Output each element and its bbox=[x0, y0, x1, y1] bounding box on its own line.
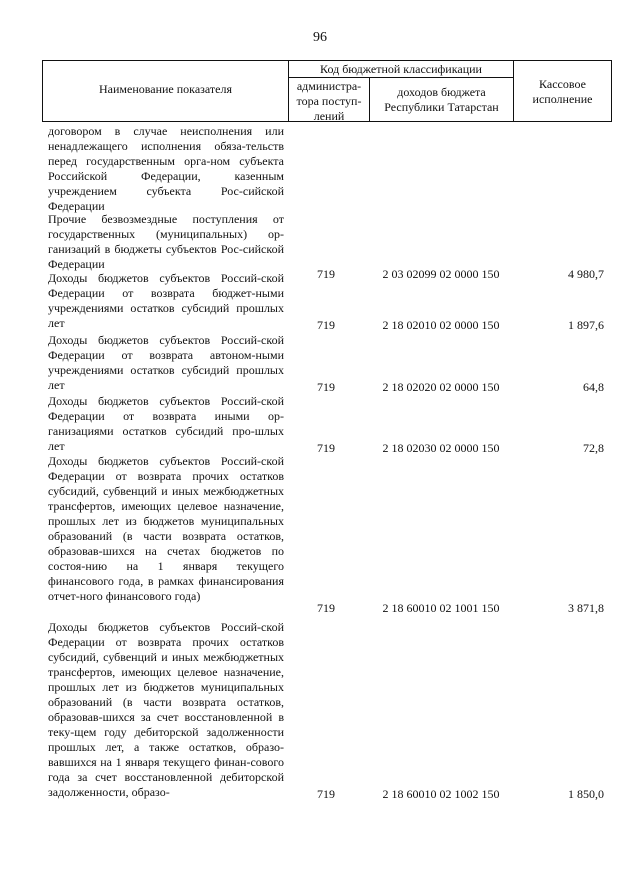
cash-amount: 1 897,6 bbox=[568, 318, 604, 332]
page-number: 96 bbox=[313, 30, 327, 45]
revenue-code: 2 03 02099 02 0000 150 bbox=[382, 267, 500, 281]
administrator-code: 719 bbox=[317, 441, 335, 455]
indicator-name: Доходы бюджетов субъектов Россий-ской Федерации от возврата прочих остатков субсидий, субвенций и иных межбюджетных трансфертов, имеющих целевое назначение, прошлых лет из бюджетов муниципальных образований (в части возврата остатков, образовав-шихся за счет восстановленной в теку-щем году дебиторской задолженности прошлых лет, а также остатков, образо-вавшихся на 1 января текущего финан-сового года за счет восстановленной дебиторской задолженности, образо- bbox=[48, 620, 284, 799]
cash-amount: 72,8 bbox=[583, 441, 604, 455]
header-top-border bbox=[42, 60, 612, 61]
revenue-code: 2 18 02030 02 0000 150 bbox=[382, 441, 500, 455]
revenue-code: 2 18 60010 02 1001 150 bbox=[382, 601, 500, 615]
header-cash-execution: Кассовое исполнение bbox=[532, 77, 593, 106]
indicator-name: Доходы бюджетов субъектов Россий-ской Федерации от возврата бюджет-ными учреждениями остатков субсидий прошлых лет bbox=[48, 271, 284, 330]
header-administrator: администра- тора поступ- лений bbox=[296, 79, 362, 123]
table-row bbox=[48, 271, 608, 331]
header-budget-code-group: Код бюджетной классификации bbox=[320, 62, 482, 76]
indicator-name: договором в случае неисполнения или ненадлежащего исполнения обяза-тельств перед государственным орга-ном субъекта Российской Федерации, казенным учреждением субъекта Рос-сийской Федерации bbox=[48, 124, 284, 213]
table-row bbox=[48, 394, 608, 454]
table-row bbox=[48, 124, 608, 213]
cash-amount: 1 850,0 bbox=[568, 787, 604, 801]
table-row bbox=[48, 333, 608, 393]
administrator-code: 719 bbox=[317, 601, 335, 615]
header-right-border bbox=[611, 60, 612, 122]
indicator-name: Прочие безвозмездные поступления от государственных (муниципальных) ор-ганизаций в бюджеты субъектов Рос-сийской Федерации bbox=[48, 212, 284, 271]
indicator-name: Доходы бюджетов субъектов Россий-ской Федерации от возврата автоном-ными учреждениями остатков субсидий прошлых лет bbox=[48, 333, 284, 392]
revenue-code: 2 18 02020 02 0000 150 bbox=[382, 380, 500, 394]
indicator-name: Доходы бюджетов субъектов Россий-ской Федерации от возврата иными ор-ганизациями остатков субсидий про-шлых лет bbox=[48, 394, 284, 453]
cash-amount: 64,8 bbox=[583, 380, 604, 394]
cash-amount: 3 871,8 bbox=[568, 601, 604, 615]
revenue-code: 2 18 02010 02 0000 150 bbox=[382, 318, 500, 332]
administrator-code: 719 bbox=[317, 267, 335, 281]
administrator-code: 719 bbox=[317, 787, 335, 801]
header-revenue: доходов бюджета Республики Татарстан bbox=[384, 85, 499, 114]
table-row bbox=[48, 212, 608, 281]
administrator-code: 719 bbox=[317, 318, 335, 332]
revenue-code: 2 18 60010 02 1002 150 bbox=[382, 787, 500, 801]
header-indicator-name: Наименование показателя bbox=[99, 82, 232, 96]
administrator-code: 719 bbox=[317, 380, 335, 394]
table-row bbox=[48, 620, 608, 802]
indicator-name: Доходы бюджетов субъектов Россий-ской Федерации от возврата прочих остатков субсидий, субвенций и иных межбюджетных трансфертов, имеющих целевое назначение, прошлых лет из бюджетов муниципальных образований (в части возврата остатков, образовав-шихся на счетах бюджетов по состоя-нию на 1 января текущего финансового года, в рамках финансирования отчет-ного финансового года) bbox=[48, 454, 284, 603]
table-row bbox=[48, 454, 608, 614]
cash-amount: 4 980,7 bbox=[568, 267, 604, 281]
header-group-underline bbox=[288, 77, 513, 78]
